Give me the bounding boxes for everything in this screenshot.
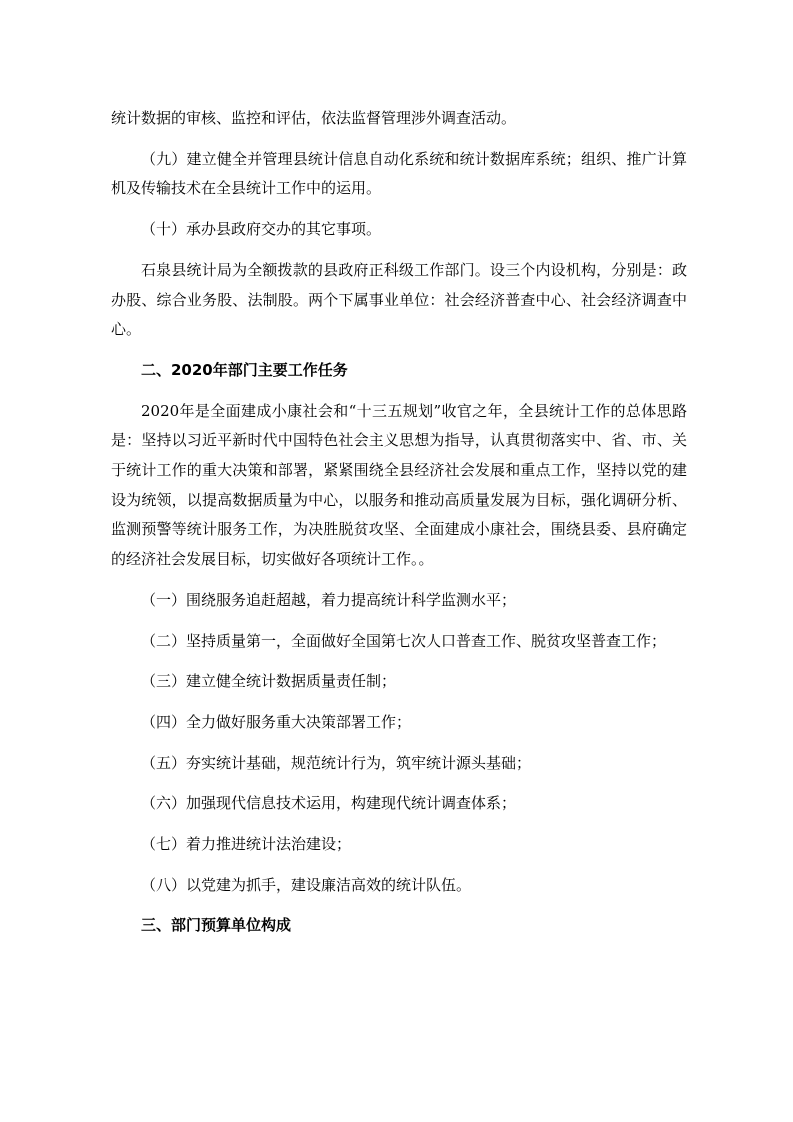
paragraph-item-ten: （十）承办县政府交办的其它事项。 [141,220,382,239]
paragraph-item-nine: （九）建立健全并管理县统计信息自动化系统和统计数据库系统；组织、推广计算机及传输技术在全县统计工作中的运用。 [111,149,687,198]
task-item-4: （四）全力做好服务重大决策部署工作； [141,712,412,731]
task-item-2: （二）坚持质量第一，全面做好全国第七次人口普查工作、脱贫攻坚普查工作； [141,631,667,650]
section-heading-budget-units: 三、部门预算单位构成 [141,916,292,935]
section-heading-tasks: 二、2020年部门主要工作任务 [141,360,348,379]
task-item-6: （六）加强现代信息技术运用，构建现代统计调查体系； [141,794,517,813]
paragraph-tasks-overview: 2020年是全面建成小康社会和“十三五规划”收官之年，全县统计工作的总体思路是：坚持以习近平新时代中国特色社会主义思想为指导，认真贯彻落实中、省、市、关于统计工作的重大决策和部署，紧紧围绕全县经济社会发展和重点工作，坚持以党的建设为统领，以提高数据质量为中心，以服务和推动高质量发展为目标，强化调研分析、监测预警等统计服务工作，为决胜脱贫攻坚、全面建成小康社会，围绕县委、县府确定的经济社会发展目标，切实做好各项统计工作。。 [111,401,687,569]
task-item-3: （三）建立健全统计数据质量责任制； [141,672,397,691]
paragraph-organization: 石泉县统计局为全额拨款的县政府正科级工作部门。设三个内设机构，分别是：政办股、综合业务股、法制股。两个下属事业单位：社会经济普查中心、社会经济调查中心。 [111,260,687,339]
task-item-1: （一）围绕服务追赶超越，着力提高统计科学监测水平； [141,590,517,609]
paragraph-continuation: 统计数据的审核、监控和评估，依法监督管理涉外调查活动。 [111,109,517,127]
document-body [111,104,687,952]
task-item-8: （八）以党建为抓手，建设廉洁高效的统计队伍。 [141,875,472,894]
task-item-7: （七）着力推进统计法治建设； [141,835,352,854]
task-item-5: （五）夯实统计基础，规范统计行为，筑牢统计源头基础； [141,753,532,772]
